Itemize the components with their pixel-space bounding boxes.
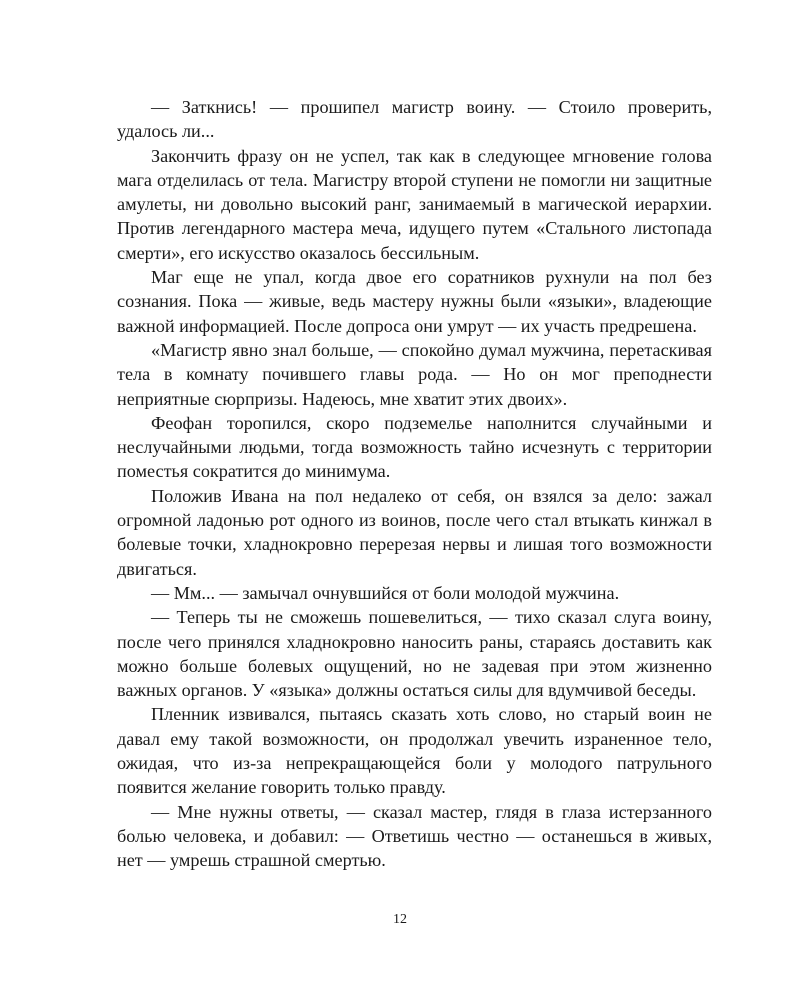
paragraph: Феофан торопился, скоро подземелье наполнится случайными и неслучайными людьми, тогда возможность тайно исчезнуть с территории поместья сократится до минимума. — [117, 412, 712, 482]
paragraph: — Мне нужны ответы, — сказал мастер, глядя в глаза истерзанного болью человека, и добавил: — Ответишь честно — останешься в живых, нет — умрешь страшной смертью. — [117, 801, 712, 871]
page-number: 12 — [393, 912, 407, 927]
paragraph: Закончить фразу он не успел, так как в следующее мгновение голова мага отделилась от тела. Магистру второй ступени не помогли ни защитные амулеты, ни довольно высокий ранг, занимаемый в магической иерархии. Против легендарного мастера меча, идущего путем «Стального листопада смерти», его искусство оказалось бессильным. — [117, 145, 712, 263]
paragraph: Маг еще не упал, когда двое его соратников рухнули на пол без сознания. Пока — живые, ведь мастеру нужны были «языки», владеющие важной информацией. После допроса они умрут — их участь предрешена. — [117, 267, 712, 336]
paragraph: Положив Ивана на пол недалеко от себя, он взялся за дело: зажал огромной ладонью рот одного из воинов, после чего стал втыкать кинжал в болевые точки, хладнокровно перерезая нервы и лишая того возможности двигаться. — [117, 485, 712, 579]
paragraph: — Теперь ты не сможешь пошевелиться, — тихо сказал слуга воину, после чего принялся хладнокровно наносить раны, стараясь доставить как можно больше болевых ощущений, но не задевая при этом жизненно важных органов. У «языка» должны остаться силы для вдумчивой беседы. — [117, 607, 712, 701]
paragraph: «Магистр явно знал больше, — спокойно думал мужчина, перетаскивая тела в комнату почившего главы рода. — Но он мог преподнести неприятные сюрпризы. Надеюсь, мне хватит этих двоих». — [117, 339, 712, 409]
paragraph: Пленник извивался, пытаясь сказать хоть слово, но старый воин не давал ему такой возможности, он продолжал увечить израненное тело, ожидая, что из-за непрекращающейся боли у молодого патрульного появится желание говорить только правду. — [117, 704, 712, 798]
paragraph: — Заткнись! — прошипел магистр воину. — Стоило проверить, удалось ли... — [117, 97, 712, 142]
paragraph: — Мм... — замычал очнувшийся от боли молодой мужчина. — [151, 582, 620, 603]
body-text — [117, 95, 712, 873]
